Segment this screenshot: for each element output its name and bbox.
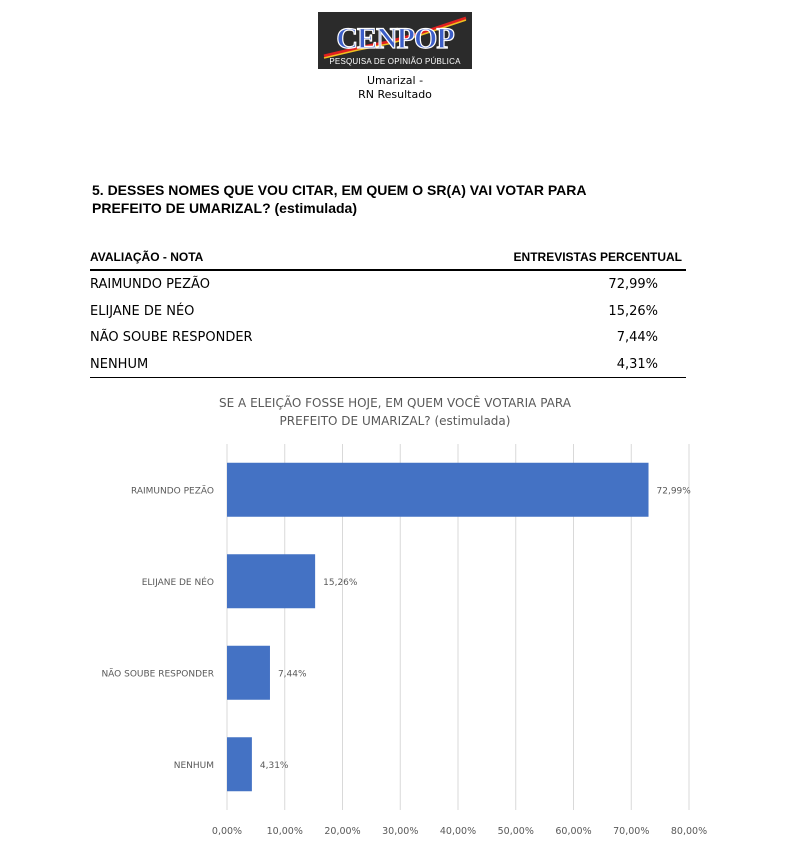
- bar: [227, 463, 649, 517]
- table-row: [90, 271, 686, 298]
- chart-title-line-1: SE A ELEIÇÃO FOSSE HOJE, EM QUEM VOCÊ VOTARIA PARA: [219, 396, 571, 410]
- question-title: [92, 181, 692, 217]
- table-row: [90, 324, 686, 351]
- chart-title-line-2: PREFEITO DE UMARIZAL? (estimulada): [279, 414, 511, 428]
- bar: [227, 646, 270, 700]
- x-tick-label: 40,00%: [439, 826, 477, 837]
- row-label: NÃO SOUBE RESPONDER: [90, 330, 253, 345]
- category-label: NENHUM: [173, 760, 214, 771]
- data-label: 7,44%: [277, 669, 307, 680]
- data-label: 4,31%: [259, 760, 289, 771]
- bar: [227, 554, 315, 608]
- table-bottom-rule: [90, 377, 686, 378]
- category-label: NÃO SOUBE RESPONDER: [101, 669, 214, 680]
- x-tick-label: 10,00%: [266, 826, 303, 837]
- category-label: RAIMUNDO PEZÃO: [130, 486, 214, 497]
- row-label: RAIMUNDO PEZÃO: [90, 277, 210, 292]
- table-row: [90, 351, 686, 378]
- x-tick-label: 20,00%: [324, 826, 361, 837]
- table-row: [90, 298, 686, 325]
- table-header: [90, 250, 686, 271]
- x-tick-label: 80,00%: [670, 826, 708, 837]
- svg-text:CENPOP: CENPOP: [336, 22, 454, 55]
- row-value: 4,31%: [616, 356, 658, 372]
- results-table: [90, 250, 686, 378]
- row-value: 7,44%: [616, 330, 658, 345]
- x-tick-label: 30,00%: [382, 826, 419, 837]
- row-label: NENHUM: [90, 356, 149, 372]
- x-tick-label: 0,00%: [211, 826, 243, 837]
- data-label: 15,26%: [323, 577, 358, 588]
- logo-tagline: PESQUISA DE OPINIÃO PÚBLICA: [329, 57, 461, 66]
- row-label: ELIJANE DE NÉO: [90, 303, 195, 319]
- location-line-1: Umarizal -: [366, 74, 424, 87]
- x-tick-label: 50,00%: [497, 826, 534, 837]
- data-label: 72,99%: [656, 486, 691, 497]
- row-value: 15,26%: [608, 303, 658, 319]
- row-value: 72,99%: [608, 277, 658, 292]
- question-line-1: 5. DESSES NOMES QUE VOU CITAR, EM QUEM O SR(A) VAI VOTAR PARA: [92, 182, 587, 198]
- x-tick-label: 70,00%: [613, 826, 650, 837]
- bar-chart: [0, 430, 790, 860]
- x-tick-label: 60,00%: [555, 826, 592, 837]
- location-line-2: RN Resultado: [358, 88, 432, 101]
- category-label: ELIJANE DE NÉO: [141, 577, 214, 588]
- header-evaluation: AVALIAÇÃO - NOTA: [90, 250, 204, 264]
- header-percent: ENTREVISTAS PERCENTUAL: [513, 250, 682, 264]
- bar: [227, 737, 252, 791]
- cenpop-logo: [318, 12, 472, 69]
- question-line-2: PREFEITO DE UMARIZAL? (estimulada): [92, 200, 357, 216]
